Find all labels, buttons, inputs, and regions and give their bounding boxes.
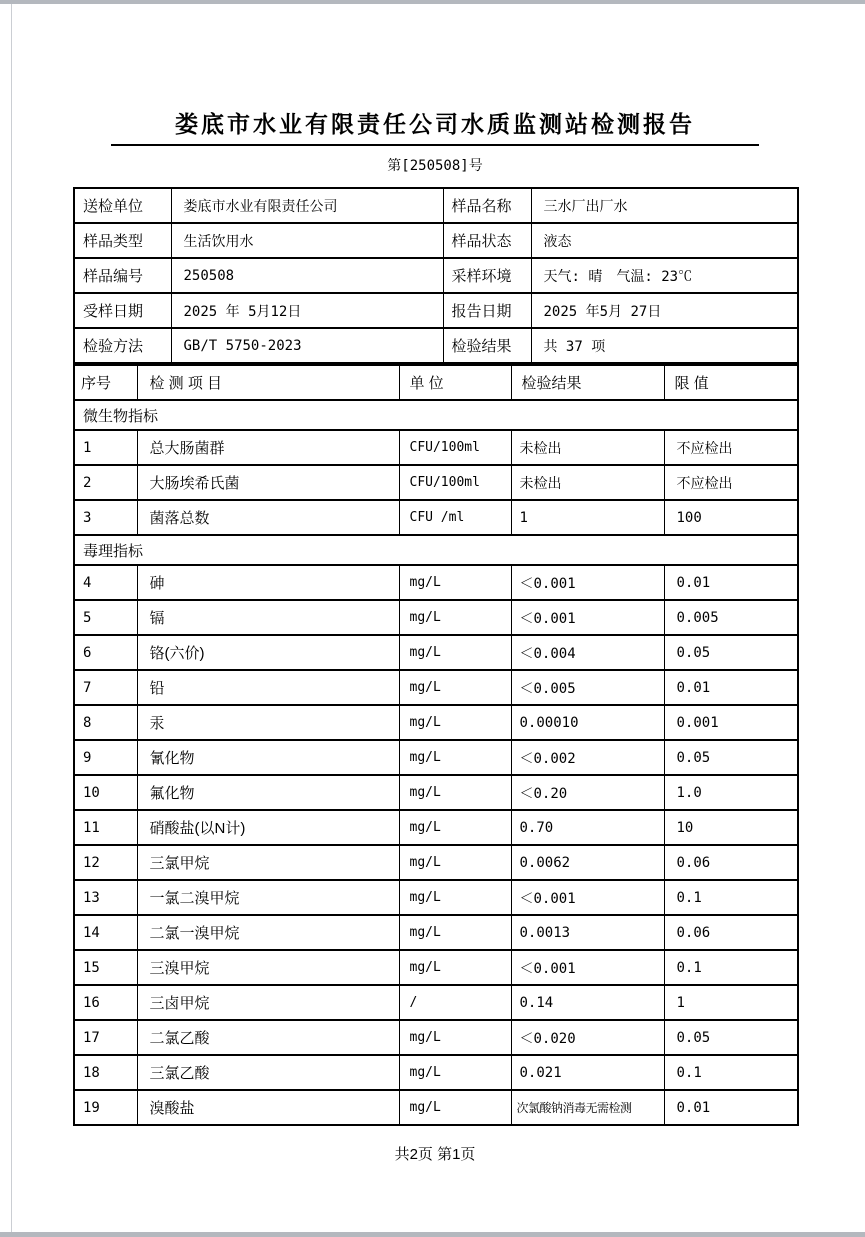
cell-seq: 8 (74, 705, 137, 740)
cell-limit: 0.1 (664, 1055, 798, 1090)
cell-seq: 19 (74, 1090, 137, 1125)
info-value: 娄底市水业有限责任公司 (171, 188, 443, 223)
cell-item: 大肠埃希氏菌 (137, 465, 399, 500)
results-header-cell: 限 值 (664, 365, 798, 400)
cell-result: 0.0062 (511, 845, 664, 880)
info-value: 三水厂出厂水 (531, 188, 798, 223)
table-row (74, 1055, 798, 1090)
table-row (74, 635, 798, 670)
cell-unit: mg/L (399, 705, 511, 740)
info-value: 生活饮用水 (171, 223, 443, 258)
cell-unit: mg/L (399, 845, 511, 880)
title-underline (111, 144, 759, 146)
table-row (74, 565, 798, 600)
page-footer: 共2页 第1页 (394, 1146, 476, 1163)
cell-unit: CFU/100ml (399, 430, 511, 465)
cell-seq: 11 (74, 810, 137, 845)
cell-item: 三溴甲烷 (137, 950, 399, 985)
info-value: 天气: 晴 气温: 23℃ (531, 258, 798, 293)
cell-unit: mg/L (399, 670, 511, 705)
table-row (74, 1020, 798, 1055)
cell-item: 溴酸盐 (137, 1090, 399, 1125)
info-value: 2025 年 5月12日 (171, 293, 443, 328)
cell-limit: 不应检出 (664, 430, 798, 465)
section-label: 微生物指标 (74, 400, 798, 430)
table-row (74, 705, 798, 740)
cell-seq: 10 (74, 775, 137, 810)
results-header-cell: 检 测 项 目 (137, 365, 399, 400)
table-row (74, 915, 798, 950)
cell-seq: 5 (74, 600, 137, 635)
cell-result: ＜0.20 (511, 775, 664, 810)
cell-limit: 0.1 (664, 880, 798, 915)
cell-limit: 0.05 (664, 635, 798, 670)
cell-unit: mg/L (399, 810, 511, 845)
info-value: 共 37 项 (531, 328, 798, 363)
section-label: 毒理指标 (74, 535, 798, 565)
cell-item: 汞 (137, 705, 399, 740)
cell-unit: mg/L (399, 1055, 511, 1090)
page-left-edge (11, 4, 12, 1232)
report-number: 第[250508]号 (387, 158, 483, 174)
cell-item: 铬(六价) (137, 635, 399, 670)
cell-unit: mg/L (399, 1090, 511, 1125)
cell-result: 0.0013 (511, 915, 664, 950)
info-label: 样品名称 (443, 188, 531, 223)
cell-unit: mg/L (399, 1020, 511, 1055)
report-document (73, 106, 797, 1164)
cell-seq: 17 (74, 1020, 137, 1055)
cell-item: 总大肠菌群 (137, 430, 399, 465)
cell-result: ＜0.001 (511, 880, 664, 915)
cell-limit: 1 (664, 985, 798, 1020)
cell-unit: mg/L (399, 880, 511, 915)
table-row (74, 985, 798, 1020)
cell-result: ＜0.004 (511, 635, 664, 670)
cell-item: 氰化物 (137, 740, 399, 775)
info-label: 受样日期 (74, 293, 171, 328)
info-label: 样品编号 (74, 258, 171, 293)
cell-item: 氟化物 (137, 775, 399, 810)
table-row (74, 465, 798, 500)
info-row (74, 328, 798, 363)
info-label: 采样环境 (443, 258, 531, 293)
cell-result: ＜0.001 (511, 950, 664, 985)
table-row (74, 1090, 798, 1125)
viewport-bottom-edge (0, 1232, 865, 1237)
table-row (74, 430, 798, 465)
cell-unit: mg/L (399, 565, 511, 600)
cell-seq: 3 (74, 500, 137, 535)
cell-limit: 0.06 (664, 845, 798, 880)
cell-seq: 2 (74, 465, 137, 500)
cell-seq: 4 (74, 565, 137, 600)
cell-limit: 不应检出 (664, 465, 798, 500)
cell-limit: 0.01 (664, 670, 798, 705)
table-row (74, 775, 798, 810)
table-row (74, 950, 798, 985)
cell-limit: 0.1 (664, 950, 798, 985)
cell-limit: 0.01 (664, 565, 798, 600)
cell-unit: mg/L (399, 740, 511, 775)
cell-item: 硝酸盐(以N计) (137, 810, 399, 845)
table-row (74, 880, 798, 915)
cell-result: ＜0.002 (511, 740, 664, 775)
cell-item: 镉 (137, 600, 399, 635)
cell-unit: mg/L (399, 915, 511, 950)
page-title: 娄底市水业有限责任公司水质监测站检测报告 (175, 112, 695, 137)
info-row (74, 188, 798, 223)
cell-result: 未检出 (511, 430, 664, 465)
table-row (74, 740, 798, 775)
cell-result: ＜0.001 (511, 565, 664, 600)
results-header-cell: 检验结果 (511, 365, 664, 400)
cell-result: 未检出 (511, 465, 664, 500)
cell-limit: 100 (664, 500, 798, 535)
results-header-cell: 序号 (74, 365, 137, 400)
info-label: 报告日期 (443, 293, 531, 328)
info-label: 样品状态 (443, 223, 531, 258)
cell-result: ＜0.020 (511, 1020, 664, 1055)
table-row (74, 810, 798, 845)
cell-seq: 9 (74, 740, 137, 775)
cell-unit: mg/L (399, 950, 511, 985)
cell-limit: 0.005 (664, 600, 798, 635)
results-header-cell: 单 位 (399, 365, 511, 400)
cell-limit: 0.05 (664, 1020, 798, 1055)
cell-limit: 0.05 (664, 740, 798, 775)
cell-seq: 16 (74, 985, 137, 1020)
cell-item: 三卤甲烷 (137, 985, 399, 1020)
table-row (74, 500, 798, 535)
table-row (74, 670, 798, 705)
cell-result: 1 (511, 500, 664, 535)
info-value: 2025 年5月 27日 (531, 293, 798, 328)
cell-limit: 0.01 (664, 1090, 798, 1125)
info-label: 样品类型 (74, 223, 171, 258)
cell-unit: / (399, 985, 511, 1020)
cell-seq: 6 (74, 635, 137, 670)
cell-limit: 0.06 (664, 915, 798, 950)
viewport-top-edge (0, 0, 865, 4)
table-row (74, 845, 798, 880)
cell-result: 0.14 (511, 985, 664, 1020)
cell-result: 0.00010 (511, 705, 664, 740)
cell-item: 砷 (137, 565, 399, 600)
info-label: 送检单位 (74, 188, 171, 223)
cell-seq: 15 (74, 950, 137, 985)
results-header-row (74, 365, 798, 400)
info-value: 250508 (171, 258, 443, 293)
info-value: 液态 (531, 223, 798, 258)
cell-unit: CFU /ml (399, 500, 511, 535)
cell-unit: mg/L (399, 600, 511, 635)
info-row (74, 258, 798, 293)
section-row (74, 400, 798, 430)
cell-item: 菌落总数 (137, 500, 399, 535)
cell-result: ＜0.005 (511, 670, 664, 705)
section-row (74, 535, 798, 565)
info-row (74, 223, 798, 258)
cell-result: ＜0.001 (511, 600, 664, 635)
info-table (73, 187, 799, 364)
info-label: 检验方法 (74, 328, 171, 363)
cell-seq: 7 (74, 670, 137, 705)
cell-item: 二氯一溴甲烷 (137, 915, 399, 950)
cell-result: 0.70 (511, 810, 664, 845)
cell-seq: 12 (74, 845, 137, 880)
cell-unit: mg/L (399, 775, 511, 810)
cell-item: 二氯乙酸 (137, 1020, 399, 1055)
cell-item: 一氯二溴甲烷 (137, 880, 399, 915)
table-row (74, 600, 798, 635)
cell-unit: CFU/100ml (399, 465, 511, 500)
cell-item: 铅 (137, 670, 399, 705)
cell-seq: 14 (74, 915, 137, 950)
results-table (73, 364, 799, 1126)
info-label: 检验结果 (443, 328, 531, 363)
cell-result: 0.021 (511, 1055, 664, 1090)
cell-limit: 1.0 (664, 775, 798, 810)
cell-seq: 18 (74, 1055, 137, 1090)
cell-seq: 1 (74, 430, 137, 465)
info-row (74, 293, 798, 328)
cell-item: 三氯乙酸 (137, 1055, 399, 1090)
cell-item: 三氯甲烷 (137, 845, 399, 880)
cell-limit: 0.001 (664, 705, 798, 740)
cell-unit: mg/L (399, 635, 511, 670)
cell-result: 次氯酸钠消毒无需检测 (511, 1090, 664, 1125)
cell-limit: 10 (664, 810, 798, 845)
cell-seq: 13 (74, 880, 137, 915)
info-value: GB/T 5750-2023 (171, 328, 443, 363)
